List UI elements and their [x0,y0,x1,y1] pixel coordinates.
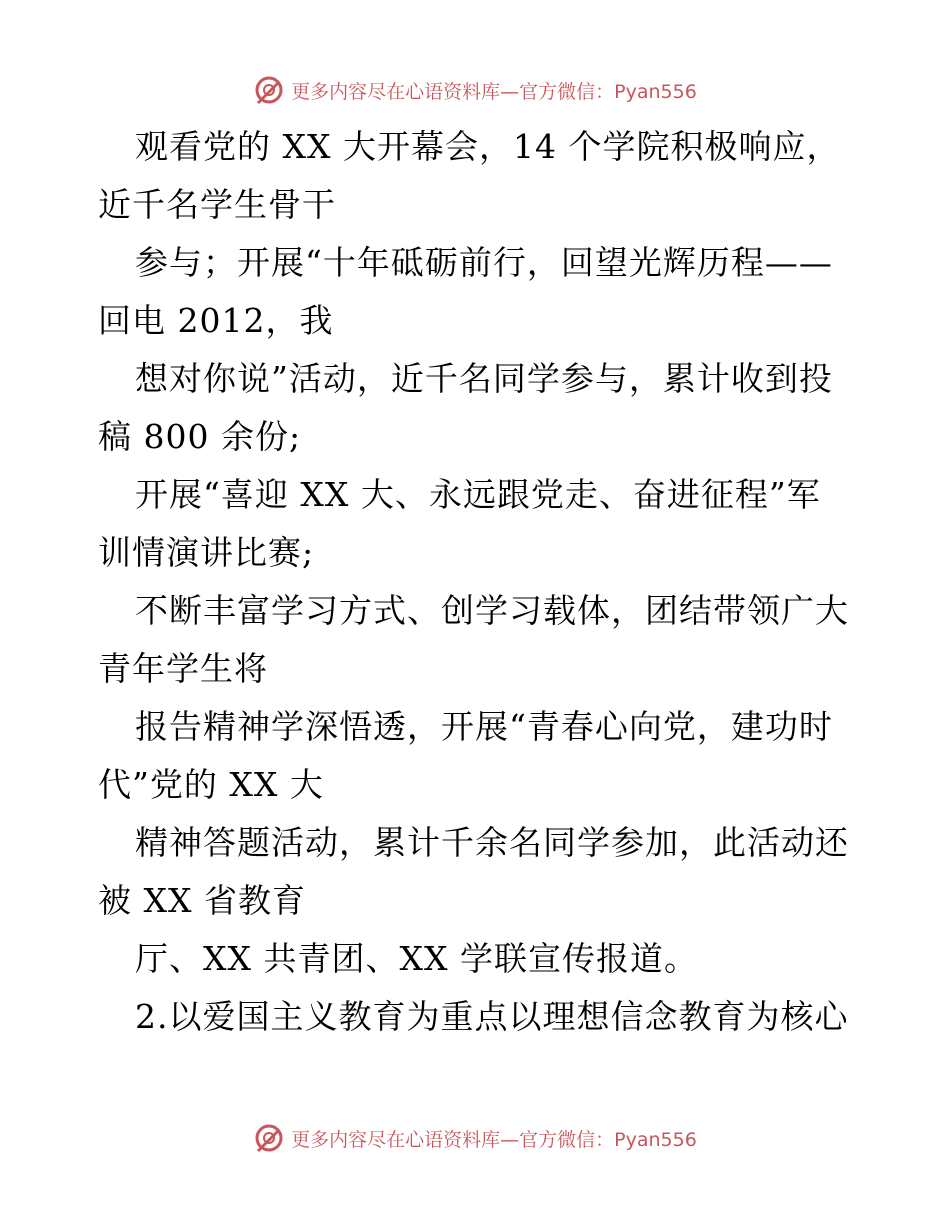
quill-seal-icon [253,74,285,106]
text-line: 稿 800 余份; [98,417,302,456]
text-line: 2.以爱国主义教育为重点以理想信念教育为核心 [135,997,849,1036]
text-line: 报告精神学深悟透，开展“青春心向党，建功时 [135,707,833,746]
text-line: 被 XX 省教育 [98,881,306,920]
header-watermark [0,70,950,110]
text-line: 青年学生将 [98,649,268,688]
text-line: 不断丰富学习方式、创学习载体，团结带领广大 [135,591,849,630]
quill-seal-icon [253,1122,285,1154]
text-line: 精神答题活动，累计千余名同学参加，此活动还 [135,823,849,862]
text-line: 代”党的 XX 大 [98,765,324,804]
watermark-text: 更多内容尽在心语资料库—官方微信：Pyan556 [291,80,697,103]
text-line: 训情演讲比赛; [98,533,315,572]
footer-watermark [0,1118,950,1158]
text-line: 观看党的 XX 大开幕会，14 个学院积极响应， [135,127,841,166]
watermark-text: 更多内容尽在心语资料库—官方微信：Pyan556 [291,1128,697,1151]
text-line: 回电 2012，我 [98,301,334,340]
text-line: 参与；开展“十年砥砺前行，回望光辉历程—— [135,243,833,282]
text-line: 厅、XX 共青团、XX 学联宣传报道。 [135,939,698,978]
text-line: 开展“喜迎 XX 大、永远跟党走、奋进征程”军 [135,475,821,514]
text-line: 想对你说”活动，近千名同学参与，累计收到投 [135,359,833,398]
document-body [98,118,858,1046]
text-line: 近千名学生骨干 [98,185,336,224]
